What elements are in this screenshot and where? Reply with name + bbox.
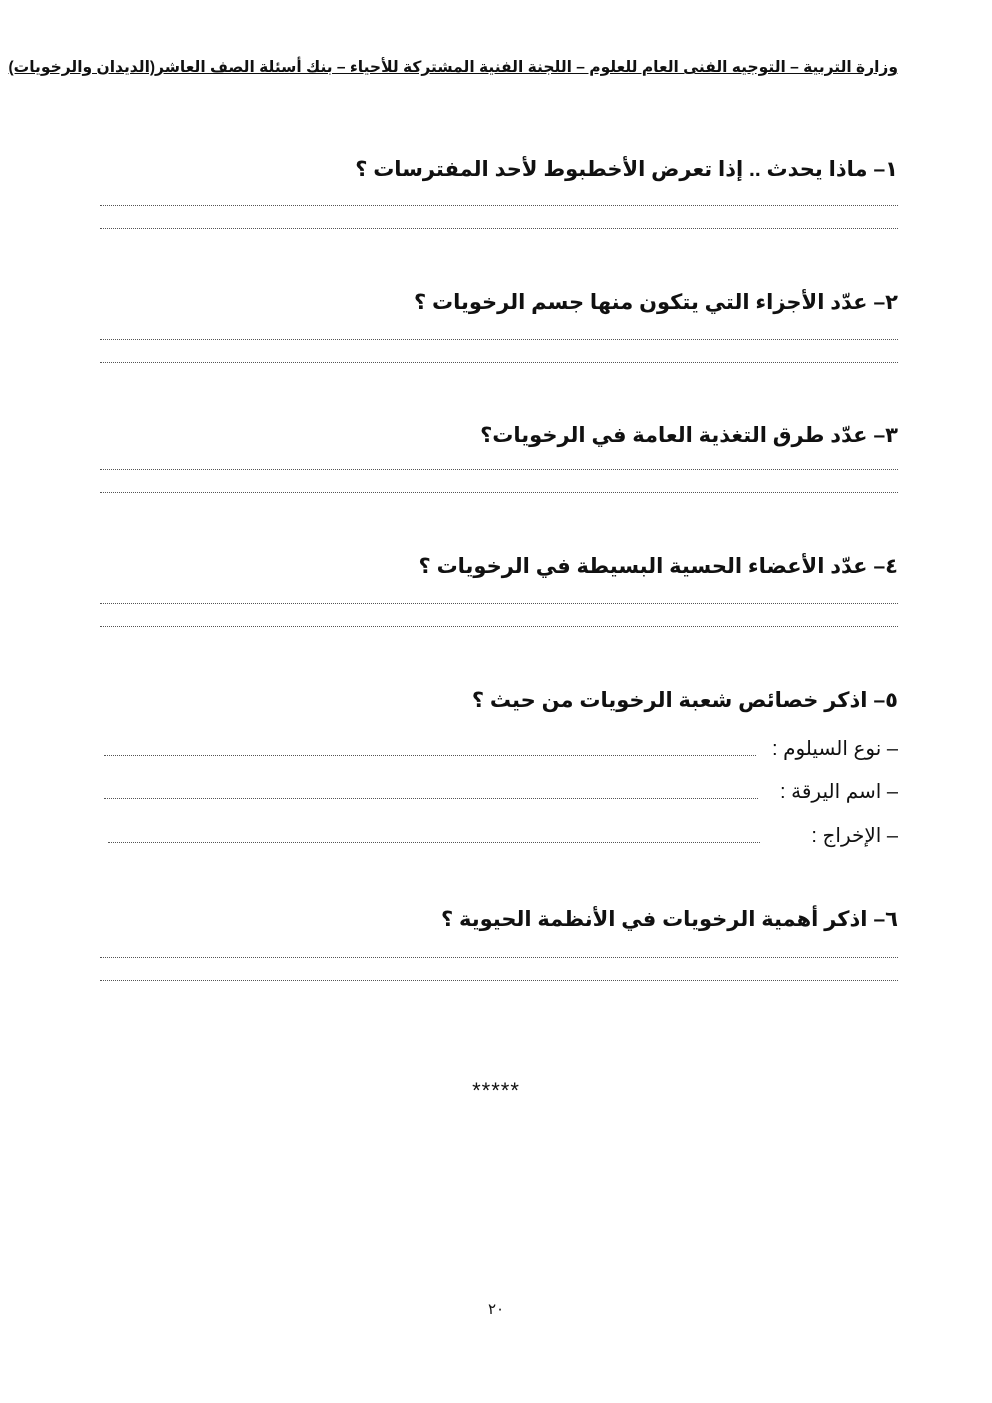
page-number: ٢٠ <box>487 1301 505 1318</box>
answer-line[interactable] <box>100 228 898 229</box>
answer-line[interactable] <box>100 492 898 493</box>
answer-line[interactable] <box>100 205 898 206</box>
answer-line[interactable] <box>108 842 760 843</box>
subitem-excretion <box>98 822 898 852</box>
question-number: ١– <box>873 158 898 181</box>
answer-line[interactable] <box>100 980 898 981</box>
question-text: عدّد الأجزاء التي يتكون منها جسم الرخويات ؟ <box>413 291 868 314</box>
subitem-label: – اسم اليرقة : <box>780 781 898 803</box>
answer-line[interactable] <box>100 469 898 470</box>
question-number: ٣– <box>873 424 898 447</box>
question-number: ٦– <box>873 908 898 931</box>
question-5 <box>98 687 898 715</box>
answer-line[interactable] <box>104 755 756 756</box>
answer-line[interactable] <box>100 626 898 627</box>
question-text: اذكر أهمية الرخويات في الأنظمة الحيوية ؟ <box>441 908 868 931</box>
answer-line[interactable] <box>100 339 898 340</box>
subitem-label: – الإخراج : <box>811 825 898 847</box>
question-text: عدّد طرق التغذية العامة في الرخويات؟ <box>480 424 868 447</box>
question-text: ماذا يحدث .. إذا تعرض الأخطبوط لأحد المفترسات ؟ <box>355 158 868 181</box>
question-text: عدّد الأعضاء الحسية البسيطة في الرخويات ؟ <box>418 555 868 578</box>
question-6 <box>98 906 898 934</box>
question-number: ٤– <box>873 555 898 578</box>
subitem-coelom-type <box>98 735 898 765</box>
question-4 <box>98 553 898 581</box>
question-number: ٥– <box>873 689 898 712</box>
question-text: اذكر خصائص شعبة الرخويات من حيث ؟ <box>471 689 868 712</box>
answer-line[interactable] <box>104 798 758 799</box>
question-1 <box>98 156 898 184</box>
answer-line[interactable] <box>100 957 898 958</box>
question-number: ٢– <box>873 291 898 314</box>
subitem-larva-name <box>98 778 898 808</box>
page-header: وزارة التربية – التوجيه الفنى العام للعلوم – اللجنة الفنية المشتركة للأحياء – بنك أسئلة الصف العاشر(الديدان والرخويات) <box>8 59 898 76</box>
answer-line[interactable] <box>100 603 898 604</box>
answer-line[interactable] <box>100 362 898 363</box>
question-2 <box>98 289 898 317</box>
question-3 <box>98 422 898 450</box>
end-stars: ***** <box>472 1078 520 1103</box>
subitem-label: – نوع السيلوم : <box>771 738 898 760</box>
